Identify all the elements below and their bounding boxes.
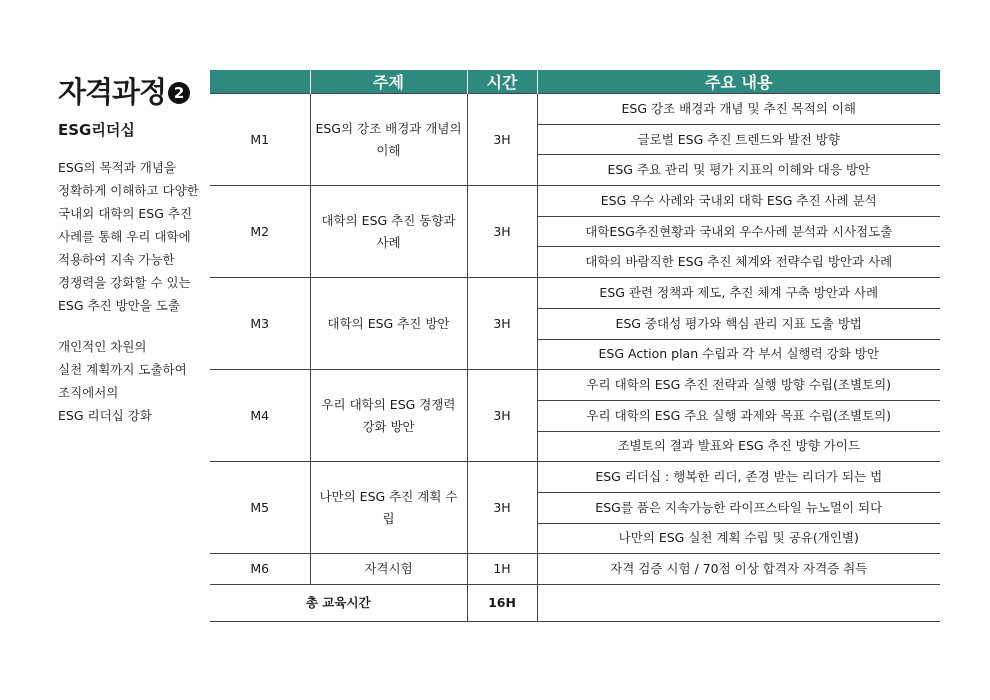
table-row xyxy=(210,370,940,401)
course-number-badge: 2 xyxy=(168,82,190,104)
module-content: ESG Action plan 수립과 각 부서 실행력 강화 방안 xyxy=(537,339,940,370)
module-hours: 3H xyxy=(467,186,537,278)
course-title: 자격과정 2 xyxy=(58,74,208,110)
module-hours: 3H xyxy=(467,370,537,462)
header-contents: 주요 내용 xyxy=(537,70,940,94)
total-row xyxy=(210,585,940,622)
module-subject: 우리 대학의 ESG 경쟁력 강화 방안 xyxy=(310,370,467,462)
module-id: M5 xyxy=(210,462,310,554)
module-content: ESG 관련 정책과 제도, 추진 체계 구축 방안과 사례 xyxy=(537,278,940,309)
module-hours: 3H xyxy=(467,462,537,554)
module-content: ESG 우수 사례와 국내외 대학 ESG 추진 사례 분석 xyxy=(537,186,940,217)
module-id: M2 xyxy=(210,186,310,278)
table-row xyxy=(210,186,940,217)
description-line: 경쟁력을 강화할 수 있는 xyxy=(58,275,191,290)
module-subject: 대학의 ESG 추진 동향과 사례 xyxy=(310,186,467,278)
course-description xyxy=(58,156,208,427)
module-id: M4 xyxy=(210,370,310,462)
header-module xyxy=(210,70,310,94)
module-content: 대학ESG추진현황과 국내외 우수사례 분석과 시사점도출 xyxy=(537,216,940,247)
module-content: ESG 리더십 : 행복한 리더, 존경 받는 리더가 되는 법 xyxy=(537,462,940,493)
table-header-row xyxy=(210,70,940,94)
description-line: 적용하여 지속 가능한 xyxy=(58,252,175,267)
table-row xyxy=(210,278,940,309)
module-content: ESG를 품은 지속가능한 라이프스타일 뉴노멀이 되다 xyxy=(537,492,940,523)
module-content: ESG 주요 관리 및 평가 지표의 이해와 대응 방안 xyxy=(537,155,940,186)
module-hours: 3H xyxy=(467,94,537,186)
module-id: M3 xyxy=(210,278,310,370)
module-hours: 3H xyxy=(467,278,537,370)
sidebar xyxy=(58,74,208,427)
module-hours: 1H xyxy=(467,554,537,585)
module-content: 글로벌 ESG 추진 트렌드와 발전 방향 xyxy=(537,124,940,155)
module-subject: 대학의 ESG 추진 방안 xyxy=(310,278,467,370)
table-row xyxy=(210,462,940,493)
module-id: M1 xyxy=(210,94,310,186)
description-line: ESG 리더십 강화 xyxy=(58,408,152,423)
module-subject: 나만의 ESG 추진 계획 수립 xyxy=(310,462,467,554)
course-subtitle: ESG리더십 xyxy=(58,121,135,139)
description-line: 개인적인 차원의 xyxy=(58,339,147,354)
description-line: 국내외 대학의 ESG 추진 xyxy=(58,206,193,221)
module-subject: ESG의 강조 배경과 개념의 이해 xyxy=(310,94,467,186)
table-row xyxy=(210,554,940,585)
module-id: M6 xyxy=(210,554,310,585)
description-line: 실천 계획까지 도출하여 xyxy=(58,362,187,377)
description-line: ESG 추진 방안을 도출 xyxy=(58,298,180,313)
table-row xyxy=(210,94,940,125)
description-line: 사례를 통해 우리 대학에 xyxy=(58,229,191,244)
curriculum-table xyxy=(210,70,940,622)
module-content: 대학의 바람직한 ESG 추진 체계와 전략수립 방안과 사례 xyxy=(537,247,940,278)
total-label: 총 교육시간 xyxy=(210,585,467,622)
total-empty xyxy=(537,585,940,622)
description-line: 정확하게 이해하고 다양한 xyxy=(58,183,199,198)
module-subject: 자격시험 xyxy=(310,554,467,585)
description-line: ESG의 목적과 개념을 xyxy=(58,160,176,175)
total-hours: 16H xyxy=(467,585,537,622)
module-content: ESG 강조 배경과 개념 및 추진 목적의 이해 xyxy=(537,94,940,125)
module-content: 우리 대학의 ESG 추진 전략과 실행 방향 수립(조별토의) xyxy=(537,370,940,401)
module-content: ESG 중대성 평가와 핵심 관리 지표 도출 방법 xyxy=(537,308,940,339)
module-content: 나만의 ESG 실천 계획 수립 및 공유(개인별) xyxy=(537,523,940,554)
module-content: 자격 검증 시험 / 70점 이상 합격자 자격증 취득 xyxy=(537,554,940,585)
description-line: 조직에서의 xyxy=(58,385,119,400)
header-hours: 시간 xyxy=(467,70,537,94)
module-content: 조별토의 결과 발표와 ESG 추진 방향 가이드 xyxy=(537,431,940,462)
header-subject: 주제 xyxy=(310,70,467,94)
module-content: 우리 대학의 ESG 주요 실행 과제와 목표 수립(조별토의) xyxy=(537,400,940,431)
